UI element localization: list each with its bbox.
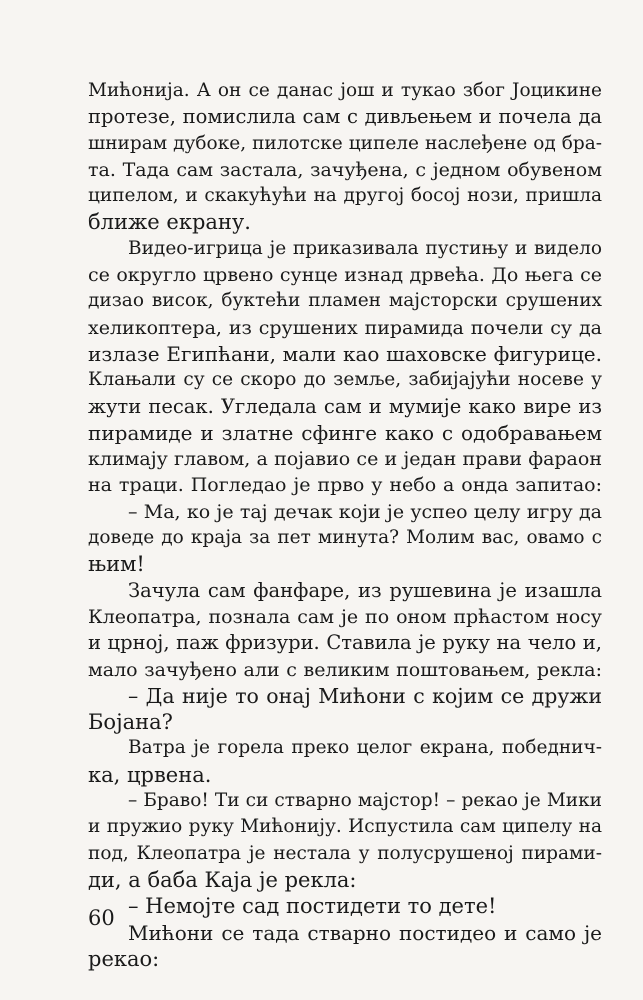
text-line: и црној, паж фризури. Ставила је руку на чело и,	[88, 631, 602, 655]
text-line: – Да није то онај Мићони с којим се дружи	[128, 683, 602, 708]
text-line: пирамиде и златне сфинге како с одобравањем	[88, 420, 602, 445]
text-line: на траци. Погледао је прво у небо а онда запитао:	[88, 474, 602, 497]
text-line: Зачула сам фанфаре, из рушевина је изашла	[128, 578, 602, 602]
page-number: 60	[88, 906, 115, 930]
text-line: се округло црвено сунце изнад дрвећа. До њега се	[88, 264, 602, 287]
text-line: Мићонија. А он се данас још и тукао због Јоцикине	[88, 80, 602, 101]
text-line: – Браво! Ти си стварно мајстор! – рекао је Мики	[128, 790, 602, 812]
text-line: Клеопатра, познала сам је по оном прћастом носу	[88, 605, 602, 628]
text-line: Бојана?	[88, 710, 173, 735]
text-line: шнирам дубоке, пилотске ципеле наслеђене од бра-	[88, 132, 602, 154]
text-line: ципелом, и скакућући на другој босој нози, пришла	[88, 185, 602, 207]
text-line: ближе екрану.	[88, 210, 251, 235]
text-line: ка, црвена.	[88, 762, 212, 787]
text-line: рекао:	[88, 946, 160, 971]
text-line: протезе, помислила сам с дивљењем и почела да	[88, 105, 602, 129]
text-line: та. Тада сам застала, зачуђена, с једном обувеном	[88, 158, 602, 181]
text-line: мало зачуђено али с великим поштовањем, рекла:	[88, 658, 602, 681]
text-line: жути песак. Угледала сам и мумије како вире из	[88, 394, 602, 418]
text-line: – Немојте сад постидети то дете!	[128, 894, 497, 919]
body-text	[88, 78, 602, 972]
text-line: – Ма, ко је тај дечак који је успео целу игру да	[128, 500, 602, 523]
text-line: и пружио руку Мићонију. Испустила сам ципелу на	[88, 816, 602, 838]
text-line: ди, а баба Каја је рекла:	[88, 867, 357, 892]
text-line: Клањали су се скоро до земље, забијајући носеве у	[88, 369, 602, 391]
text-line: Видео-игрица је приказивала пустињу и видело	[128, 237, 602, 259]
text-line: хеликоптера, из срушених пирамида почели су да	[88, 316, 602, 339]
text-line: дизао висок, буктећи пламен мајсторски срушених	[88, 290, 602, 312]
text-line: њим!	[88, 552, 145, 577]
text-line: Ватра је горела преко целог екрана, победнич-	[128, 737, 602, 759]
text-line: климају главом, а појавио се и један прави фараон	[88, 448, 602, 471]
text-line: Мићони се тада стварно постидео и само је	[128, 920, 602, 945]
text-line: под, Клеопатра је нестала у полусрушеној пирами-	[88, 842, 602, 864]
text-line: доведе до краја за пет минута? Молим вас, овамо с	[88, 527, 602, 549]
text-line: излазе Египћани, мали као шаховске фигурице.	[88, 341, 602, 366]
